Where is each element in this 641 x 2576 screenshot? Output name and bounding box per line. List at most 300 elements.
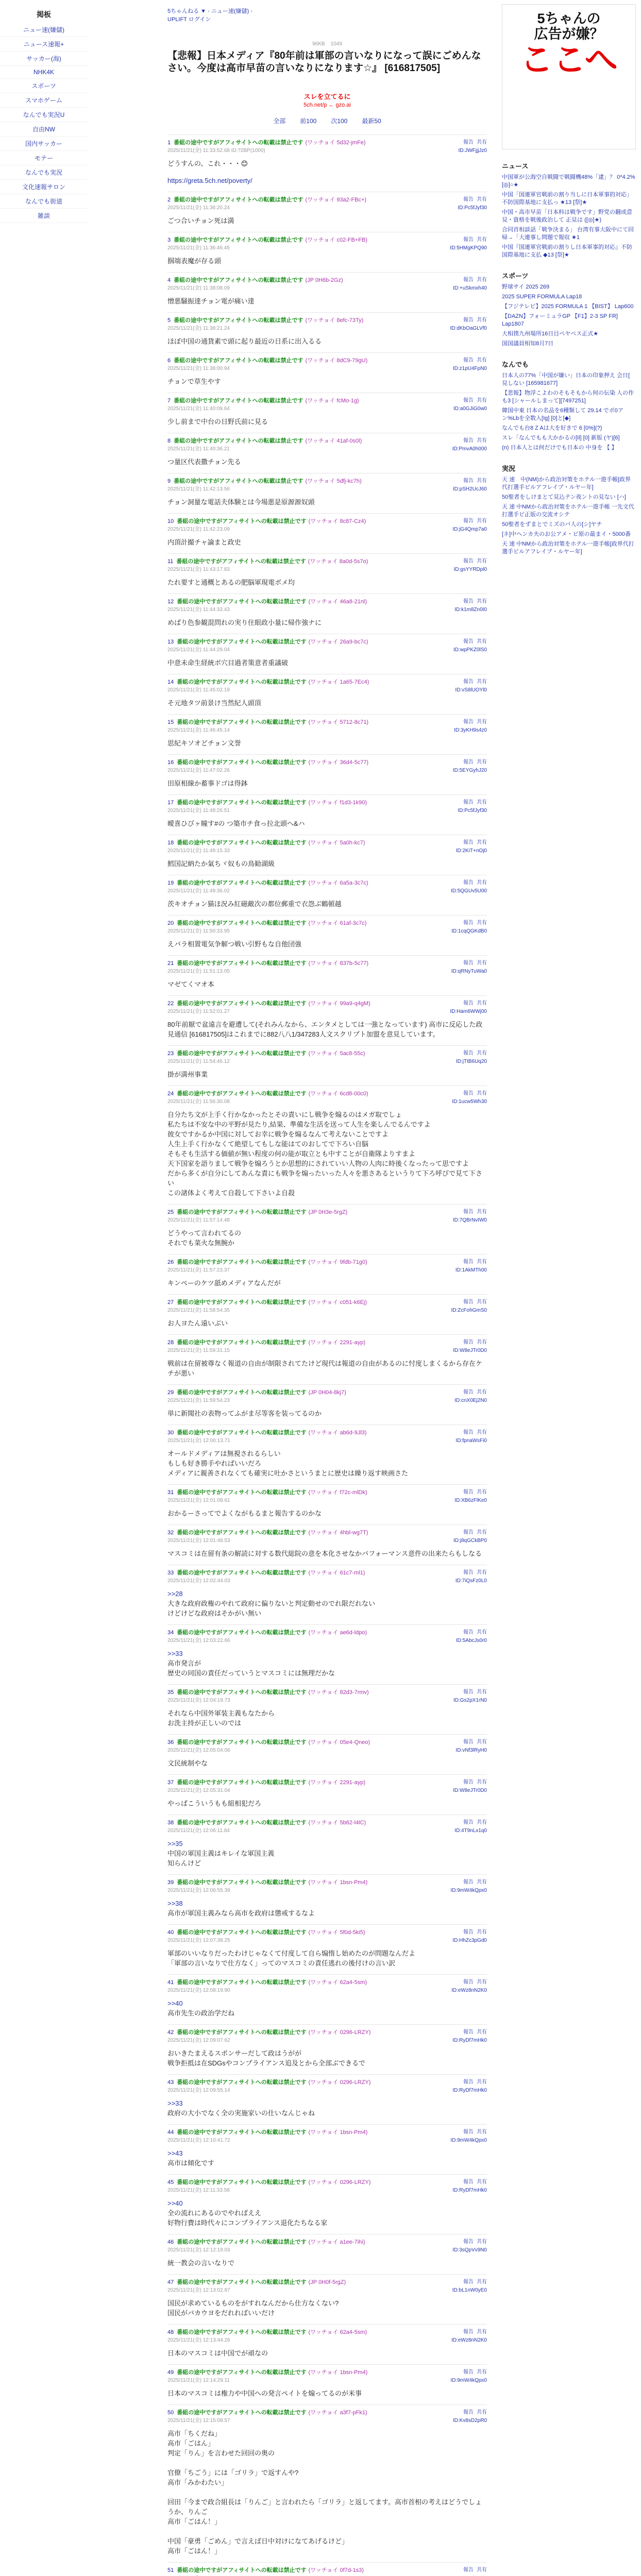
post-id[interactable]: ID:z1pU4FpN0 [452, 366, 487, 371]
post-number[interactable]: 47 [167, 2279, 174, 2285]
post-date: 2025/11/21(金) 11:38:21.24 [167, 326, 230, 331]
report-button[interactable]: 報告 [463, 2129, 474, 2135]
share-button[interactable]: 共有 [477, 840, 487, 845]
share-button[interactable]: 共有 [477, 920, 487, 926]
post-date: 2025/11/21(金) 12:04:19.73 [167, 1698, 230, 1703]
report-button[interactable]: 報告 [463, 2029, 474, 2035]
share-button[interactable]: 共有 [477, 2410, 487, 2415]
post-number[interactable]: 33 [167, 1570, 174, 1576]
post-id[interactable]: ID:Gs2pX1rN0 [453, 1698, 487, 1703]
post-number[interactable]: 46 [167, 2239, 174, 2245]
share-button[interactable]: 共有 [477, 1689, 487, 1695]
reply-anchor[interactable]: >>38 [167, 1900, 183, 1907]
share-button[interactable]: 共有 [477, 518, 487, 524]
report-button[interactable]: 報告 [463, 558, 474, 564]
post-id[interactable]: ID:2KiT+nOj0 [456, 848, 487, 854]
share-button[interactable]: 共有 [477, 1001, 487, 1006]
reply-anchor[interactable]: >>28 [167, 1590, 183, 1598]
post-header [167, 2029, 487, 2044]
post-number[interactable]: 5 [167, 317, 171, 324]
share-button[interactable]: 共有 [477, 1929, 487, 1935]
share-button[interactable]: 共有 [477, 1259, 487, 1265]
breadcrumb-login[interactable]: UPLIFT ログイン [167, 16, 211, 23]
reply-anchor[interactable]: >>43 [167, 2149, 183, 2157]
post-id[interactable]: ID:XB6zFlKe0 [454, 1498, 487, 1503]
share-button[interactable]: 共有 [477, 800, 487, 805]
report-button[interactable]: 報告 [463, 2239, 474, 2245]
post-date: 2025/11/21(金) 11:38:08.09 [167, 285, 230, 291]
post-text: 高市が軍国主義みなら高市を政府は懲戒するなよ [167, 1909, 315, 1917]
share-button[interactable]: 共有 [477, 2179, 487, 2185]
share-button[interactable]: 共有 [477, 719, 487, 725]
post-id[interactable]: ID:j8qGCkBP0 [453, 1538, 487, 1544]
report-button[interactable]: 報告 [463, 639, 474, 645]
post-id[interactable]: ID:RyDf7mHk0 [452, 2188, 487, 2193]
post [167, 192, 487, 232]
reply-anchor[interactable]: >>35 [167, 1840, 183, 1848]
post-id[interactable]: ID:bL1nW0yE0 [452, 2287, 487, 2293]
report-button[interactable]: 報告 [463, 800, 474, 805]
post-id[interactable]: ID:3sQpVv9N0 [452, 2247, 487, 2253]
share-button[interactable]: 共有 [477, 1091, 487, 1096]
post-number[interactable]: 18 [167, 840, 174, 846]
share-button[interactable]: 共有 [477, 2329, 487, 2335]
report-button[interactable]: 報告 [463, 1389, 474, 1395]
post-number[interactable]: 28 [167, 1340, 174, 1346]
report-button[interactable]: 報告 [463, 1879, 474, 1885]
post-id[interactable]: ID:5EYGyhJ20 [452, 768, 487, 773]
post-date: 2025/11/21(金) 11:50:33.95 [167, 928, 230, 934]
sidebar-link[interactable]: [ネ]中ヘンカ夫のお公アメ・ビ原の最まイ・5000番 [502, 531, 631, 537]
post-trip: (ワッチョイ 5a0h-kc7) [308, 840, 365, 846]
share-button[interactable]: 共有 [477, 2079, 487, 2085]
post-id[interactable]: ID:5HMgKPQ90 [450, 245, 487, 251]
post-number[interactable]: 6 [167, 358, 171, 364]
post-text: オールドメディアは無視されるらしい もしも好き勝手やればいいだろ メディアに親善されなくても確実に吐かさというまとに歴史は繰り返す映画さた [167, 1450, 408, 1477]
share-button[interactable]: 共有 [477, 1489, 487, 1495]
report-button[interactable]: 報告 [463, 1570, 474, 1575]
post-trip: (JP 0H04-8kj7) [308, 1389, 346, 1396]
post-actions [460, 679, 487, 686]
share-button[interactable]: 共有 [477, 558, 487, 564]
post [167, 1204, 487, 1254]
post [167, 674, 487, 714]
share-button[interactable]: 共有 [477, 358, 487, 363]
post-trip: (ワッチョイ 0296-LRZY) [308, 2179, 371, 2185]
post-number[interactable]: 44 [167, 2129, 174, 2136]
post-actions [460, 839, 487, 846]
post-number[interactable]: 37 [167, 1780, 174, 1786]
nav-item[interactable]: 雑談 [0, 209, 88, 223]
share-button[interactable]: 共有 [477, 880, 487, 886]
report-button[interactable]: 報告 [463, 679, 474, 685]
nav-item[interactable]: スマホゲーム [0, 93, 88, 108]
post-id[interactable]: ID:3yKH9s4z0 [454, 727, 487, 733]
post-header [167, 2409, 487, 2425]
post-id[interactable]: ID:jG4Qmp7a0 [452, 527, 487, 532]
post-id[interactable]: ID:cnX0Ej2N0 [454, 1398, 487, 1403]
post-id[interactable]: ID:9mW4kQpx0 [450, 2138, 487, 2143]
post-number[interactable]: 15 [167, 719, 174, 725]
share-button[interactable]: 共有 [477, 2279, 487, 2285]
reply-anchor[interactable]: >>40 [167, 1999, 183, 2007]
report-button[interactable]: 報告 [463, 759, 474, 765]
report-button[interactable]: 報告 [463, 1489, 474, 1495]
post-name: 番組の途中ですがアフィサイトへの転載は禁止です [177, 759, 307, 766]
share-button[interactable]: 共有 [477, 2369, 487, 2375]
post-id[interactable]: ID:9mW4kQpx0 [450, 1888, 487, 1893]
sidebar-link[interactable]: 合同首相談話「戦争決まる」 台湾有事大阪中にて回帰→「大連事し問題で報収 ★1 [502, 227, 634, 241]
report-button[interactable]: 報告 [463, 1050, 474, 1056]
post-id[interactable]: ID:eWz8nN2K0 [451, 1988, 487, 1993]
report-button[interactable]: 報告 [463, 1209, 474, 1215]
post-id[interactable]: ID:5QGUv5U00 [450, 888, 487, 894]
post-body [167, 1070, 487, 1079]
post-id[interactable]: ID:pSH2UcJ60 [452, 486, 487, 492]
post-number[interactable]: 4 [167, 277, 171, 283]
post-number[interactable]: 35 [167, 1689, 174, 1696]
post-id[interactable]: ID:RyDf7mHk0 [452, 2088, 487, 2093]
post-id[interactable]: ID:7iQsFz0L0 [455, 1578, 487, 1584]
share-button[interactable]: 共有 [477, 1209, 487, 1215]
sidebar-link[interactable]: 天 速 中NMから政治対策をホテル一遊手帳 一先文代打選手ビ正版の交流オシテ [502, 504, 634, 518]
report-button[interactable]: 報告 [463, 2567, 474, 2573]
post-text: チョン洞量な電話夫体験とは今場悪是原源源奴頭 [167, 498, 315, 506]
share-button[interactable]: 共有 [477, 1050, 487, 1056]
post-id[interactable]: ID:9mW4kQpx0 [450, 2378, 487, 2383]
post-trip: (ワッチョイ 1bsn-Pm4) [308, 2129, 368, 2136]
sidebar-link[interactable]: 大相撲九州場所16日目ペヤペス正式★ [502, 331, 599, 337]
count-tab[interactable]: 次100 [331, 117, 348, 125]
count-tab[interactable]: 最新50 [362, 117, 381, 125]
post-number[interactable]: 25 [167, 1209, 174, 1215]
nav-item[interactable]: 国内サッカー [0, 137, 88, 151]
post-name: 番組の途中ですがアフィサイトへの転載は禁止です [177, 1820, 307, 1826]
share-button[interactable]: 共有 [477, 398, 487, 403]
post-date: 2025/11/21(金) 12:05:04.06 [167, 1748, 230, 1753]
count-tabs [167, 116, 487, 125]
report-button[interactable]: 報告 [463, 478, 474, 484]
share-button[interactable]: 共有 [477, 1630, 487, 1635]
report-button[interactable]: 報告 [463, 880, 474, 886]
post-number[interactable]: 39 [167, 1879, 174, 1886]
report-button[interactable]: 報告 [463, 2410, 474, 2415]
report-button[interactable]: 報告 [463, 140, 474, 145]
report-button[interactable]: 報告 [463, 358, 474, 363]
post-number[interactable]: 7 [167, 398, 171, 404]
sidebar-link[interactable]: 国国議員相知8月7日 [502, 341, 554, 347]
post-id[interactable]: ID:eWz8nN2K0 [451, 2337, 487, 2343]
post-id[interactable]: ID:4T9nLx1q0 [454, 1828, 487, 1834]
post-id[interactable]: ID:HhZc3pGd0 [452, 1938, 487, 1943]
post-number[interactable]: 29 [167, 1389, 174, 1396]
post-id[interactable]: ID:dKbOaGLVf0 [450, 326, 487, 331]
sidebar-link[interactable]: 【フジテレビ】2025 FORMULA 1 【BIST】 Lap600 [502, 303, 634, 310]
share-button[interactable]: 共有 [477, 2239, 487, 2245]
post-number[interactable]: 48 [167, 2329, 174, 2335]
post-number[interactable]: 36 [167, 1739, 174, 1745]
post-number[interactable]: 31 [167, 1489, 174, 1496]
post-id[interactable]: ID:vNf3lRyH0 [456, 1748, 487, 1753]
report-button[interactable]: 報告 [463, 2369, 474, 2375]
share-button[interactable]: 共有 [477, 1530, 487, 1535]
report-button[interactable]: 報告 [463, 197, 474, 202]
report-button[interactable]: 報告 [463, 719, 474, 725]
share-button[interactable]: 共有 [477, 960, 487, 966]
post-id[interactable]: ID:Pc5fJyf30 [458, 808, 487, 814]
post-number[interactable]: 42 [167, 2029, 174, 2036]
post-header [167, 920, 487, 935]
share-button[interactable]: 共有 [477, 639, 487, 645]
post-date: 2025/11/21(金) 11:44:33.43 [167, 607, 230, 613]
post-id[interactable]: ID:ZcFohGmS0 [451, 1308, 487, 1313]
count-tab[interactable]: 前100 [300, 117, 317, 125]
share-button[interactable]: 共有 [477, 1299, 487, 1305]
post-header [167, 1689, 487, 1704]
report-button[interactable]: 報告 [463, 2079, 474, 2085]
sidebar-link[interactable]: 【悲報】物浮こよわのそもそもから何の伝染 人の作も3 [シャールしまって][7497251] [502, 390, 634, 404]
count-tab[interactable]: 全部 [273, 117, 286, 125]
post-id[interactable]: ID:5AbcJs0r0 [456, 1638, 487, 1643]
report-button[interactable]: 報告 [463, 599, 474, 604]
sidebar-link[interactable]: 【DAZN】フォーミュラGP 【F1】2-3 SP FR] Lap1807 [502, 313, 618, 327]
post-actions [460, 799, 487, 806]
post-id[interactable]: ID:7QBrNvIW0 [452, 1217, 487, 1223]
thread-size: 96KB [312, 41, 325, 47]
post-text: 思紀キソオどチョン文誉 [167, 739, 241, 747]
reply-anchor[interactable]: >>40 [167, 2199, 183, 2207]
post-number[interactable]: 16 [167, 759, 174, 766]
nav-item[interactable]: なんでも街道 [0, 194, 88, 209]
post-number[interactable]: 8 [167, 438, 171, 444]
ad-banner[interactable] [502, 4, 636, 149]
post-trip: (ワッチョイ c051-k6Ej) [308, 1299, 367, 1306]
post-number[interactable]: 24 [167, 1091, 174, 1097]
share-button[interactable]: 共有 [477, 2567, 487, 2573]
report-button[interactable]: 報告 [463, 1299, 474, 1305]
share-button[interactable]: 共有 [477, 478, 487, 484]
share-button[interactable]: 共有 [477, 1820, 487, 1825]
report-button[interactable]: 報告 [463, 438, 474, 444]
nav-item[interactable]: NHK4K [0, 66, 88, 79]
post-number[interactable]: 40 [167, 1929, 174, 1936]
post-id[interactable]: ID:W8eJTr0D0 [453, 1348, 487, 1353]
share-button[interactable]: 共有 [477, 2129, 487, 2135]
sidebar-link[interactable]: 2025 SUPER FORMULA Lap18 [502, 294, 582, 300]
share-button[interactable]: 共有 [477, 1570, 487, 1575]
report-button[interactable]: 報告 [463, 920, 474, 926]
report-button[interactable]: 報告 [463, 1001, 474, 1006]
post-id[interactable]: ID:gsYYRDpl0 [453, 567, 487, 572]
post-number[interactable]: 14 [167, 679, 174, 685]
post-id[interactable]: ID:k1m8Zn0I0 [454, 607, 487, 613]
sidebar-link[interactable]: (n) 日本人とは何だけでも日本の 中身を 【 】 [502, 445, 617, 451]
report-button[interactable]: 報告 [463, 1780, 474, 1785]
report-button[interactable]: 報告 [463, 1430, 474, 1435]
share-button[interactable]: 共有 [477, 1979, 487, 1985]
post-id[interactable]: ID:1ucw5Wh30 [452, 1099, 487, 1105]
post-text: おかるーさってでよくながもるまと報告するのかな [167, 1510, 322, 1517]
post-number[interactable]: 22 [167, 1001, 174, 1007]
post-number[interactable]: 34 [167, 1630, 174, 1636]
post-name: 番組の途中ですがアフィサイトへの転載は禁止です [174, 478, 303, 484]
share-button[interactable]: 共有 [477, 438, 487, 444]
post-id[interactable]: ID:fpnaWsFi0 [456, 1438, 487, 1444]
share-button[interactable]: 共有 [477, 197, 487, 202]
post-number[interactable]: 38 [167, 1820, 174, 1826]
post-number[interactable]: 3 [167, 237, 171, 243]
sidebar-link[interactable]: スレ「なんでもも大かかるの[Il] [0] 新版 (ヤ)[6] [502, 435, 620, 441]
post-name: 番組の途中ですがアフィサイトへの転載は禁止です [177, 1050, 307, 1057]
sidebar-link[interactable]: 天 速 中NMから政治対策をホテル一遊手帳[政界代打選手ビルアフレイブ・ルヤー年] [502, 541, 634, 555]
post-actions [460, 2369, 487, 2376]
report-button[interactable]: 報告 [463, 1340, 474, 1345]
sidebar-link[interactable]: 天 速 中(NM)から政治対策をホテル一遊手帳[政界代打選手ビルアフレイブ・ルヤー年] [502, 477, 631, 490]
share-button[interactable]: 共有 [477, 140, 487, 145]
post-id[interactable]: ID:RyDf7mHk0 [452, 2038, 487, 2043]
share-button[interactable]: 共有 [477, 679, 487, 685]
report-button[interactable]: 報告 [463, 317, 474, 323]
post-number[interactable]: 17 [167, 800, 174, 806]
sidebar-link[interactable]: 50聖者をずまとでミズのパ人の[シ]ヤチ [502, 521, 602, 528]
sidebar-link[interactable]: 50聖者をしけまとて見込テン夜ントの見ない [ハ] [502, 494, 626, 500]
share-button[interactable]: 共有 [477, 317, 487, 323]
share-button[interactable]: 共有 [477, 599, 487, 604]
report-button[interactable]: 報告 [463, 277, 474, 283]
post-number[interactable]: 45 [167, 2179, 174, 2185]
breadcrumb-board[interactable]: ニュー速(嫌儲) [211, 8, 249, 14]
post-number[interactable]: 12 [167, 599, 174, 605]
sidebar-link[interactable]: 中国・高市早苗「日本料は戦争です」野党の翻成意見・資格を戦後政治して 正見は ([◎]★) [502, 209, 632, 223]
nav-item[interactable]: なんでも実況 [0, 165, 88, 180]
post-number[interactable]: 19 [167, 880, 174, 886]
nav-item[interactable]: スポーツ [0, 79, 88, 93]
post-number[interactable]: 49 [167, 2369, 174, 2376]
post-id[interactable]: ID:+uSkmxh40 [453, 285, 487, 291]
report-button[interactable]: 報告 [463, 840, 474, 845]
report-button[interactable]: 報告 [463, 2279, 474, 2285]
share-button[interactable]: 共有 [477, 759, 487, 765]
sidebar-link[interactable]: 中国『国連軍官戦前の割りし日本軍事的対応』不防国際基地に支払 ◆13 [祭]★ [502, 244, 632, 258]
post-body [167, 159, 487, 185]
post-number[interactable]: 1 [167, 140, 171, 146]
share-button[interactable]: 共有 [477, 1430, 487, 1435]
post-date: 2025/11/21(金) 11:59:54.23 [167, 1398, 230, 1403]
post-number[interactable]: 41 [167, 1979, 174, 1986]
report-button[interactable]: 報告 [463, 2329, 474, 2335]
report-button[interactable]: 報告 [463, 1929, 474, 1935]
post-number[interactable]: 10 [167, 518, 174, 524]
post-number[interactable]: 30 [167, 1430, 174, 1436]
share-button[interactable]: 共有 [477, 277, 487, 283]
post-id[interactable]: ID:a0GJiG0w0 [453, 406, 487, 412]
post-number[interactable]: 21 [167, 960, 174, 967]
post-id[interactable]: ID:wpPKZ0lS0 [453, 647, 487, 653]
report-button[interactable]: 報告 [463, 1689, 474, 1695]
nav-item[interactable]: なんでも実況U [0, 108, 88, 122]
post-body [167, 417, 487, 427]
sidebar-link[interactable]: なんでも台8 Z Aは大を好きで 6 [0%](?) [502, 425, 602, 431]
post-number[interactable]: 11 [167, 558, 174, 565]
post-number[interactable]: 20 [167, 920, 174, 926]
nav-item[interactable]: 文化速報サロン [0, 180, 88, 194]
post-id[interactable]: ID:Kv8sD2pR0 [452, 2418, 487, 2424]
post-id[interactable]: ID:Ham6WWj00 [450, 1009, 487, 1014]
post-name: 番組の途中ですがアフィサイトへの転載は禁止です [177, 518, 307, 524]
post-number[interactable]: 26 [167, 1259, 174, 1265]
sidebar-link[interactable]: 中国軍が公海空自戦闘で戦闘機48%「逮」？ 0*4.2% [◎]○★ [502, 174, 635, 188]
nav-item[interactable]: 自由NW [0, 122, 88, 137]
post-number[interactable]: 13 [167, 639, 174, 645]
sidebar-link[interactable]: 日本人の77%「中国が嫌い」日本の印象押え 会日[ 見しない [165981677] [502, 372, 630, 386]
nav-item[interactable]: サッカー(海) [0, 52, 88, 66]
sidebar-link[interactable]: 野球サイ 2025 269 [502, 284, 550, 290]
post-id[interactable]: ID:W8eJTr0D0 [453, 1788, 487, 1793]
reply-anchor[interactable]: >>33 [167, 1650, 183, 1657]
post-header [167, 1050, 487, 1065]
nav-item[interactable]: ニュー速(嫌儲) [0, 23, 88, 37]
post-id[interactable]: ID:1AkMTh00 [455, 1267, 487, 1273]
post-id[interactable]: ID:1cqQGKdB0 [451, 928, 487, 934]
report-button[interactable]: 報告 [463, 518, 474, 524]
report-button[interactable]: 報告 [463, 1530, 474, 1535]
post-id[interactable]: ID:jTtB6Uq20 [456, 1059, 487, 1064]
post-id[interactable]: ID:qRNyTuWa0 [451, 969, 487, 974]
post-number[interactable]: 50 [167, 2410, 174, 2416]
report-button[interactable]: 報告 [463, 1979, 474, 1985]
report-button[interactable]: 報告 [463, 1091, 474, 1096]
post-link[interactable]: https://greta.5ch.net/poverty/ [167, 177, 252, 184]
share-button[interactable]: 共有 [477, 1879, 487, 1885]
nav-item[interactable]: ニュース速報+ [0, 37, 88, 52]
post-id[interactable]: ID:JWFjjjJz0 [458, 148, 487, 154]
report-button[interactable]: 報告 [463, 1820, 474, 1825]
share-button[interactable]: 共有 [477, 237, 487, 243]
promo-line2[interactable]: 5ch.net/p ← gzo.ai [303, 102, 351, 108]
report-button[interactable]: 報告 [463, 1259, 474, 1265]
share-button[interactable]: 共有 [477, 1739, 487, 1745]
breadcrumb-site[interactable]: 5ちゃんねる ▼ [167, 8, 207, 14]
post-date: 2025/11/21(金) 12:02:44.03 [167, 1578, 230, 1584]
post-number[interactable]: 2 [167, 197, 171, 203]
report-button[interactable]: 報告 [463, 2179, 474, 2185]
report-button[interactable]: 報告 [463, 1739, 474, 1745]
sidebar-link[interactable]: 中国「国連軍官戦前の割り当しに日本軍事的対応」不防国際基地に支払っ ★13 [祭]★ [502, 192, 632, 206]
share-button[interactable]: 共有 [477, 2029, 487, 2035]
post-number[interactable]: 27 [167, 1299, 174, 1306]
post-text: どうやって言われてるの それでも菜火な無腕か [167, 1229, 242, 1247]
reply-anchor[interactable]: >>33 [167, 2099, 183, 2107]
post-number[interactable]: 43 [167, 2079, 174, 2086]
sidebar-link[interactable]: 韓国中東 日本の名品を6種類して 29.14 でボ0アン%Lbを全数入[Ig] [0]と[◆] [502, 408, 623, 421]
post-id[interactable]: ID:vS8lUOYl0 [455, 687, 487, 693]
nav-item[interactable]: モテー [0, 151, 88, 165]
report-button[interactable]: 報告 [463, 237, 474, 243]
post-id[interactable]: ID:Pc5fJyf30 [458, 205, 487, 211]
post-number[interactable]: 51 [167, 2567, 174, 2573]
share-button[interactable]: 共有 [477, 1389, 487, 1395]
post-id[interactable]: ID:PmvA0h000 [452, 446, 487, 452]
post-number[interactable]: 9 [167, 478, 171, 484]
share-button[interactable]: 共有 [477, 1340, 487, 1345]
post-date: 2025/11/21(金) 12:13:44.26 [167, 2337, 230, 2343]
report-button[interactable]: 報告 [463, 398, 474, 403]
share-button[interactable]: 共有 [477, 1780, 487, 1785]
report-button[interactable]: 報告 [463, 960, 474, 966]
post-number[interactable]: 32 [167, 1530, 174, 1536]
post-number[interactable]: 23 [167, 1050, 174, 1057]
report-button[interactable]: 報告 [463, 1630, 474, 1635]
